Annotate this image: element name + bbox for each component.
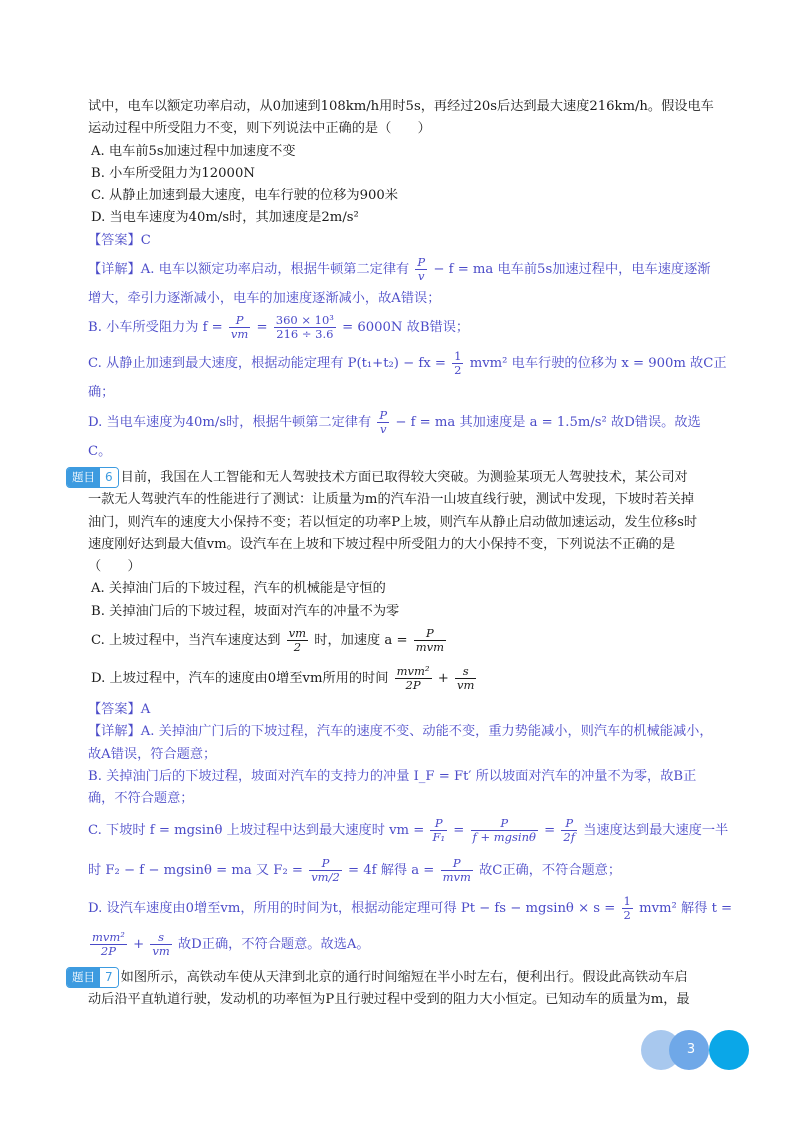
denominator: 2	[623, 907, 631, 922]
q5-detail-a	[88, 252, 738, 288]
equals: =	[453, 822, 465, 838]
q7-stem-line2: 动后沿平直轨道行驶，发动机的功率恒为P且行驶过程中受到的阻力大小恒定。已知动车的质量为m，最	[88, 991, 690, 1007]
q6-detail-a2: 故A错误，符合题意；	[88, 746, 217, 762]
q6-detail-c1	[88, 811, 738, 851]
numerator: P	[309, 857, 342, 871]
q6-detail-c2-post: 故C正确，不符合题意；	[479, 862, 622, 878]
q5-detail-d-pre: D. 当电车速度为40m/s时，根据牛顿第二定律有	[88, 414, 372, 430]
fraction	[455, 665, 476, 692]
numerator: mvm²	[92, 929, 125, 944]
page-number: 3	[686, 1042, 696, 1057]
fraction	[229, 314, 250, 341]
denominator: vm	[152, 943, 170, 958]
fraction	[622, 895, 633, 922]
numerator: P	[441, 857, 473, 871]
numerator: P	[561, 817, 577, 831]
q5-detail-a-post: − f = ma 电车前5s加速过程中，电车速度逐渐	[433, 262, 711, 278]
q5-detail-d-post: − f = ma 其加速度是 a = 1.5m/s² 故D错误。故选	[395, 414, 701, 430]
fraction	[430, 817, 447, 844]
denominator: 2P	[100, 943, 116, 958]
fraction	[150, 931, 171, 958]
page-content	[72, 96, 738, 1011]
denominator: vm/2	[311, 869, 340, 884]
q6-option-c-mid: 时，加速度 a =	[314, 633, 408, 649]
q6-option-d	[88, 659, 738, 699]
q5-detail-b-post: = 6000N 故B错误；	[342, 320, 470, 336]
q6-stem-line3: 油门，则汽车的速度大小保持不变；若以恒定的功率P上坡，则汽车从静止启动做加速运动，发生位移s时	[88, 514, 698, 530]
q6-stem-line5: （ ）	[88, 559, 141, 575]
denominator: f + mgsinθ	[472, 829, 536, 844]
denominator: 2	[454, 363, 462, 378]
q5-answer: 【答案】C	[88, 232, 151, 248]
q6-detail-c-pre: C. 下坡时 f = mgsinθ 上坡过程中达到最大速度时 vm =	[88, 822, 425, 838]
question-badge	[66, 967, 119, 988]
equals: =	[256, 320, 268, 336]
q5-option-b: B. 小车所受阻力为12000N	[91, 165, 255, 181]
q6-stem-line4: 速度刚好达到最大值vm。设汽车在上坡和下坡过程中所受阻力的大小保持不变，下列说法不正确的是	[88, 536, 676, 552]
question-badge-label: 题目	[67, 468, 100, 487]
question-badge	[66, 467, 119, 488]
q6-detail-a1: 【详解】A. 关掉油广门后的下坡过程，汽车的速度不变、动能不变，重力势能减小，则汽车的机械能减小，	[88, 724, 713, 740]
numerator: mvm²	[396, 664, 430, 679]
denominator: v	[418, 269, 425, 284]
fraction	[441, 857, 473, 884]
q6-stem-line1	[72, 467, 738, 489]
q5-detail-d	[88, 405, 738, 441]
fraction	[309, 857, 342, 884]
fraction	[414, 627, 446, 654]
q6-answer: 【答案】A	[88, 702, 151, 718]
decor-circle	[709, 1030, 749, 1070]
q6-option-d-pre: D. 上坡过程中，汽车的速度由0增至vm所用的时间	[91, 671, 389, 687]
q5-stem-line2: 运动过程中所受阻力不变，则下列说法中正确的是（ ）	[88, 121, 431, 137]
numerator: 360 × 10³	[275, 313, 334, 328]
q5-detail-a-pre: 【详解】A. 电车以额定功率启动，根据牛顿第二定律有	[88, 262, 410, 278]
denominator: vm	[457, 678, 475, 693]
q5-detail-b	[88, 310, 738, 346]
plus: +	[133, 936, 145, 952]
fraction	[274, 314, 336, 341]
plus: +	[437, 671, 449, 687]
q7-stem-line1	[72, 967, 738, 989]
q6-detail-b2: 确，不符合题意；	[88, 791, 194, 807]
q5-detail-c-post: mvm² 电车行驶的位移为 x = 900m 故C正	[469, 356, 727, 372]
denominator: vm	[230, 327, 249, 342]
q6-detail-d2	[88, 927, 738, 963]
q5-stem-line1: 试中，电车以额定功率启动，从0加速到108km/h用时5s，再经过20s后达到最大速度216km/h。假设电车	[88, 99, 714, 114]
denominator: F₁	[432, 829, 446, 844]
q5-detail-c-pre: C. 从静止加速到最大速度，根据动能定理有 P(t₁+t₂) − fx =	[88, 356, 446, 372]
fraction	[287, 627, 308, 654]
q5-detail-c	[88, 346, 738, 382]
q6-detail-d1	[88, 891, 738, 927]
numerator: vm	[288, 626, 307, 641]
q6-option-c	[88, 623, 738, 659]
q5-option-d: D. 当电车速度为40m/s时，其加速度是2m/s²	[91, 210, 359, 226]
numerator: P	[229, 314, 250, 328]
q6-option-a: A. 关掉油门后的下坡过程，汽车的机械能是守恒的	[91, 581, 386, 597]
denominator: 2	[293, 640, 302, 655]
q6-detail-c2	[88, 851, 738, 891]
q5-option-a: A. 电车前5s加速过程中加速度不变	[91, 143, 296, 159]
q6-option-b: B. 关掉油门后的下坡过程，坡面对汽车的冲量不为零	[91, 603, 400, 619]
denominator: mvm	[415, 640, 445, 655]
fraction	[415, 256, 427, 283]
fraction	[90, 931, 127, 958]
numerator: P	[471, 817, 538, 831]
q5-detail-b-pre: B. 小车所受阻力为 f =	[88, 320, 223, 336]
q7-stem-text: 如图所示，高铁动车使从天津到北京的通行时间缩短在半小时左右，便利出行。假设此高铁动车启	[120, 969, 688, 985]
q6-stem-text: 目前，我国在人工智能和无人驾驶技术方面已取得较大突破。为测验某项无人驾驶技术，某公司对	[120, 469, 688, 485]
q6-detail-d2-post: 故D正确，不符合题意。故选A。	[178, 936, 370, 952]
question-badge-label: 题目	[67, 968, 100, 987]
denominator: 2f	[563, 829, 575, 844]
equals: =	[544, 822, 556, 838]
numerator: 1	[623, 893, 631, 908]
q6-detail-b1: B. 关掉油门后的下坡过程，坡面对汽车的支持力的冲量 I_F = Ft′ 所以坡面对汽车的冲量不为零，故B正	[88, 768, 697, 784]
fraction	[377, 409, 389, 436]
q6-detail-d1-pre: D. 设汽车速度由0增至vm，所用的时间为t，根据动能定理可得 Pt − fs − mgsinθ × s =	[88, 900, 616, 916]
fraction	[561, 817, 577, 844]
numerator: s	[150, 931, 171, 945]
numerator: P	[417, 255, 426, 270]
q6-stem-line2: 一款无人驾驶汽车的性能进行了测试：让质量为m的汽车沿一山坡直线行驶，测试中发现，下坡时若关掉	[88, 492, 694, 508]
fraction	[452, 350, 463, 377]
page-number-badge	[641, 1030, 751, 1070]
q6-detail-c2-mid: = 4f 解得 a =	[347, 862, 435, 878]
fraction	[395, 665, 432, 692]
denominator: mvm	[442, 869, 471, 884]
numerator: s	[455, 665, 476, 679]
question-badge-number: 7	[100, 968, 118, 987]
numerator: P	[379, 407, 388, 422]
numerator: 1	[454, 349, 462, 364]
q5-option-c: C. 从静止加速到最大速度，电车行驶的位移为900米	[91, 188, 398, 204]
q6-option-c-pre: C. 上坡过程中，当汽车速度达到	[91, 633, 281, 649]
fraction	[471, 817, 538, 844]
q5-detail-d-line2: C。	[88, 443, 112, 459]
question-badge-number: 6	[100, 468, 118, 487]
denominator: v	[380, 421, 387, 436]
q5-detail-c-line2: 确；	[88, 385, 115, 401]
q6-detail-c-post: 当速度达到最大速度一半	[583, 822, 729, 838]
numerator: P	[414, 627, 446, 641]
denominator: 2P	[405, 678, 421, 693]
q6-detail-d1-post: mvm² 解得 t =	[639, 900, 733, 916]
denominator: 216 ÷ 3.6	[276, 327, 334, 342]
q6-detail-c2-pre: 时 F₂ − f − mgsinθ = ma 又 F₂ =	[88, 862, 303, 878]
numerator: P	[430, 817, 447, 831]
q5-detail-a-line2: 增大，牵引力逐渐减小，电车的加速度逐渐减小，故A错误；	[88, 291, 441, 307]
